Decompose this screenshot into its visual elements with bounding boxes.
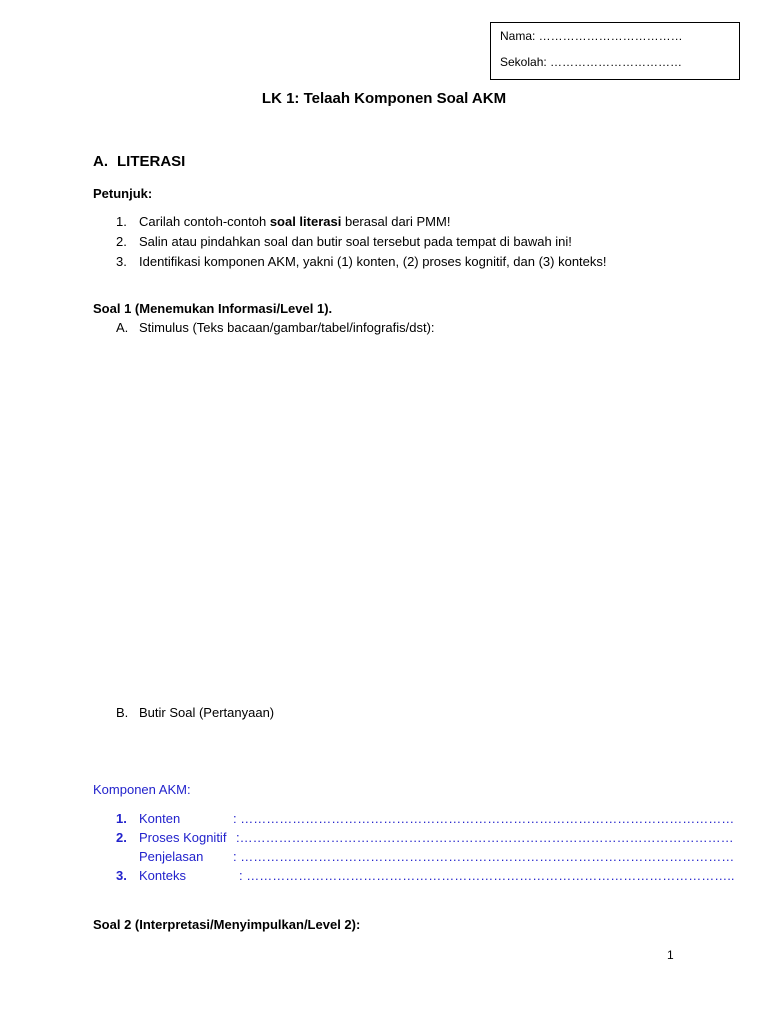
page-number: 1 (667, 948, 674, 962)
komponen-value[interactable]: :…………………………………………………………………………………………………… (236, 830, 734, 845)
part-b-text: Butir Soal (Pertanyaan) (139, 705, 275, 720)
instruction-text (139, 214, 450, 229)
section-heading (93, 153, 185, 170)
page-title: LK 1: Telaah Komponen Soal AKM (261, 90, 507, 107)
komponen-heading: Komponen AKM: (93, 782, 191, 797)
komponen-number: 3. (116, 868, 127, 883)
instruction-number: 2. (116, 234, 127, 249)
part-a-text: Stimulus (Teks bacaan/gambar/tabel/infografis/dst): (139, 320, 435, 335)
instruction-number: 1. (116, 214, 127, 229)
section-label: LITERASI (117, 153, 186, 170)
komponen-label: Proses Kognitif (139, 830, 227, 845)
soal1-heading: Soal 1 (Menemukan Informasi/Level 1). (93, 301, 333, 316)
komponen-value[interactable]: : …………………………………………………………………………………………………… (233, 849, 735, 864)
komponen-label: Konteks (139, 868, 186, 883)
komponen-label: Penjelasan (139, 849, 204, 864)
instruction-text: Salin atau pindahkan soal dan butir soal tersebut pada tempat di bawah ini! (139, 234, 572, 249)
instruction-number: 3. (116, 254, 127, 269)
name-field[interactable]: Nama: ……………………………… (500, 29, 683, 43)
komponen-value[interactable]: : …………………………………………………………………………………………………… (233, 811, 735, 826)
section-number: A. (93, 153, 108, 170)
instruction-text-bold: soal literasi (269, 214, 342, 229)
komponen-label: Konten (139, 811, 181, 826)
part-b-number: B. (116, 705, 129, 720)
komponen-number: 2. (116, 830, 127, 845)
instruction-text: Identifikasi komponen AKM, yakni (1) konten, (2) proses kognitif, dan (3) konteks! (139, 254, 607, 269)
instructions-heading: Petunjuk: (93, 186, 153, 201)
school-field[interactable]: Sekolah: …………………………… (500, 55, 683, 69)
part-a-number: A. (116, 320, 129, 335)
komponen-number: 1. (116, 811, 127, 826)
instruction-text-post: berasal dari PMM! (341, 214, 451, 229)
stimulus-area[interactable] (139, 340, 699, 690)
komponen-value[interactable]: : ………………………………………………………………………………………………….. (239, 868, 735, 883)
instruction-text-pre: Carilah contoh-contoh (139, 214, 270, 229)
identity-box (490, 22, 740, 80)
soal2-heading: Soal 2 (Interpretasi/Menyimpulkan/Level 2): (93, 917, 361, 932)
